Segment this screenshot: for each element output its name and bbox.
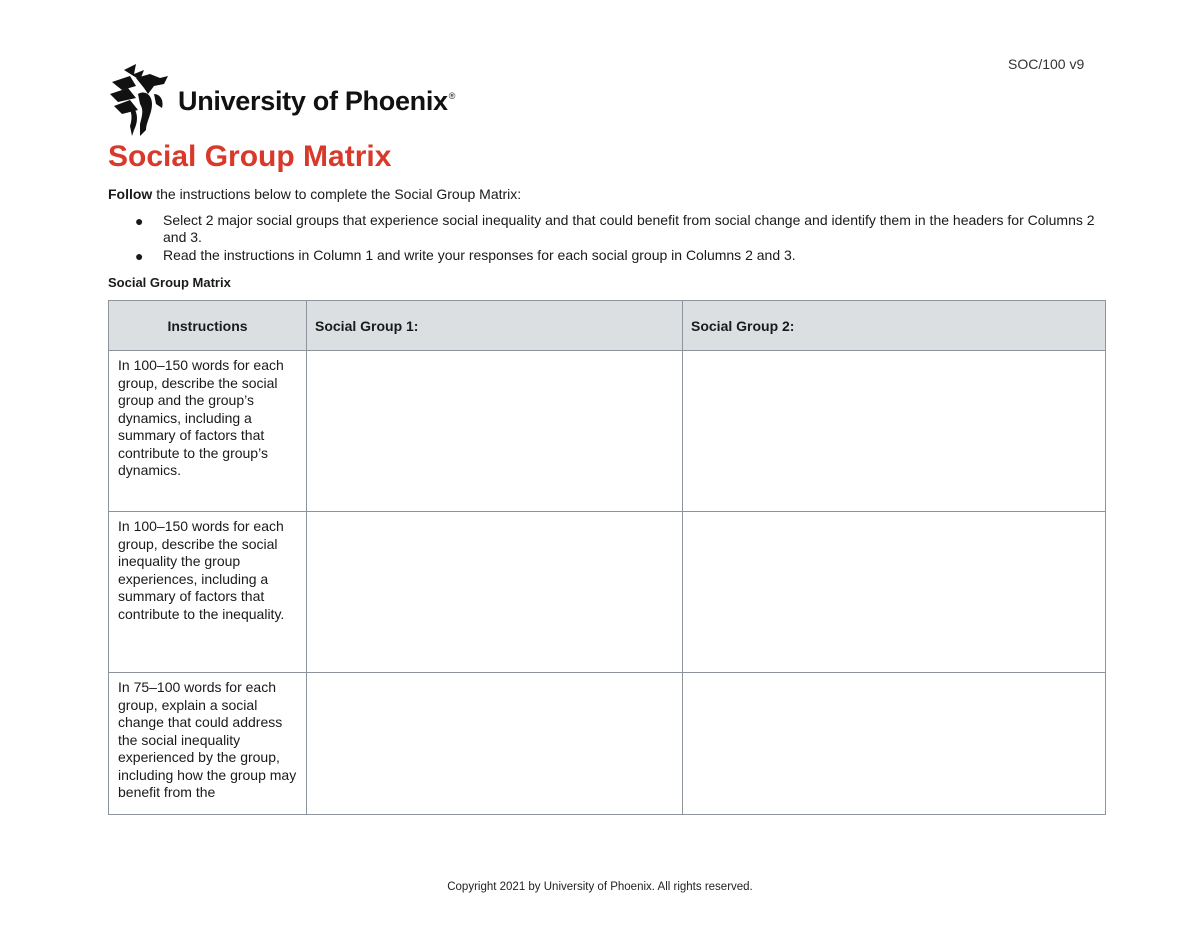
university-logo	[110, 64, 455, 136]
page-title: Social Group Matrix	[108, 140, 392, 173]
table-caption: Social Group Matrix	[108, 275, 231, 290]
response-cell-group-2[interactable]	[683, 351, 1106, 512]
bullet-icon: ●	[135, 248, 144, 264]
response-cell-group-2[interactable]	[683, 673, 1106, 815]
course-code: SOC/100 v9	[1008, 56, 1085, 72]
response-cell-group-2[interactable]	[683, 512, 1106, 673]
instruction-cell: In 100–150 words for each group, describe the social group and the group’s dynamics, including a summary of factors that contribute to the group’s dynamics.	[109, 351, 307, 512]
intro-text	[108, 186, 521, 202]
bullet-icon: ●	[135, 213, 144, 229]
table-row	[109, 351, 1106, 512]
logo-wordmark: University of Phoenix®	[178, 85, 456, 116]
list-item: ● Read the instructions in Column 1 and write your responses for each social group in Columns 2 and 3.	[135, 247, 796, 264]
header-instructions: Instructions	[109, 301, 307, 351]
list-item: ● Select 2 major social groups that experience social inequality and that could benefit from social change and identify them in the headers for Columns 2 and 3.	[135, 212, 1095, 245]
response-cell-group-1[interactable]	[307, 351, 683, 512]
instruction-cell: In 75–100 words for each group, explain a social change that could address the social inequality experienced by the group, including how the group may benefit from the	[109, 673, 307, 815]
header-social-group-1[interactable]: Social Group 1:	[307, 301, 683, 351]
response-cell-group-1[interactable]	[307, 673, 683, 815]
copyright-footer: Copyright 2021 by University of Phoenix. All rights reserved.	[447, 881, 753, 893]
response-cell-group-1[interactable]	[307, 512, 683, 673]
table-row	[109, 512, 1106, 673]
social-group-matrix-table	[108, 300, 1106, 815]
instruction-cell: In 100–150 words for each group, describe the social inequality the group experiences, including a summary of factors that contribute to the inequality.	[109, 512, 307, 673]
header-social-group-2[interactable]: Social Group 2:	[683, 301, 1106, 351]
intro-rest: the instructions below to complete the Social Group Matrix:	[152, 186, 522, 202]
phoenix-bird-icon	[110, 64, 172, 136]
table-header-row	[109, 301, 1106, 351]
instruction-list	[108, 212, 1098, 265]
intro-bold: Follow	[108, 186, 153, 202]
table-row	[109, 673, 1106, 815]
